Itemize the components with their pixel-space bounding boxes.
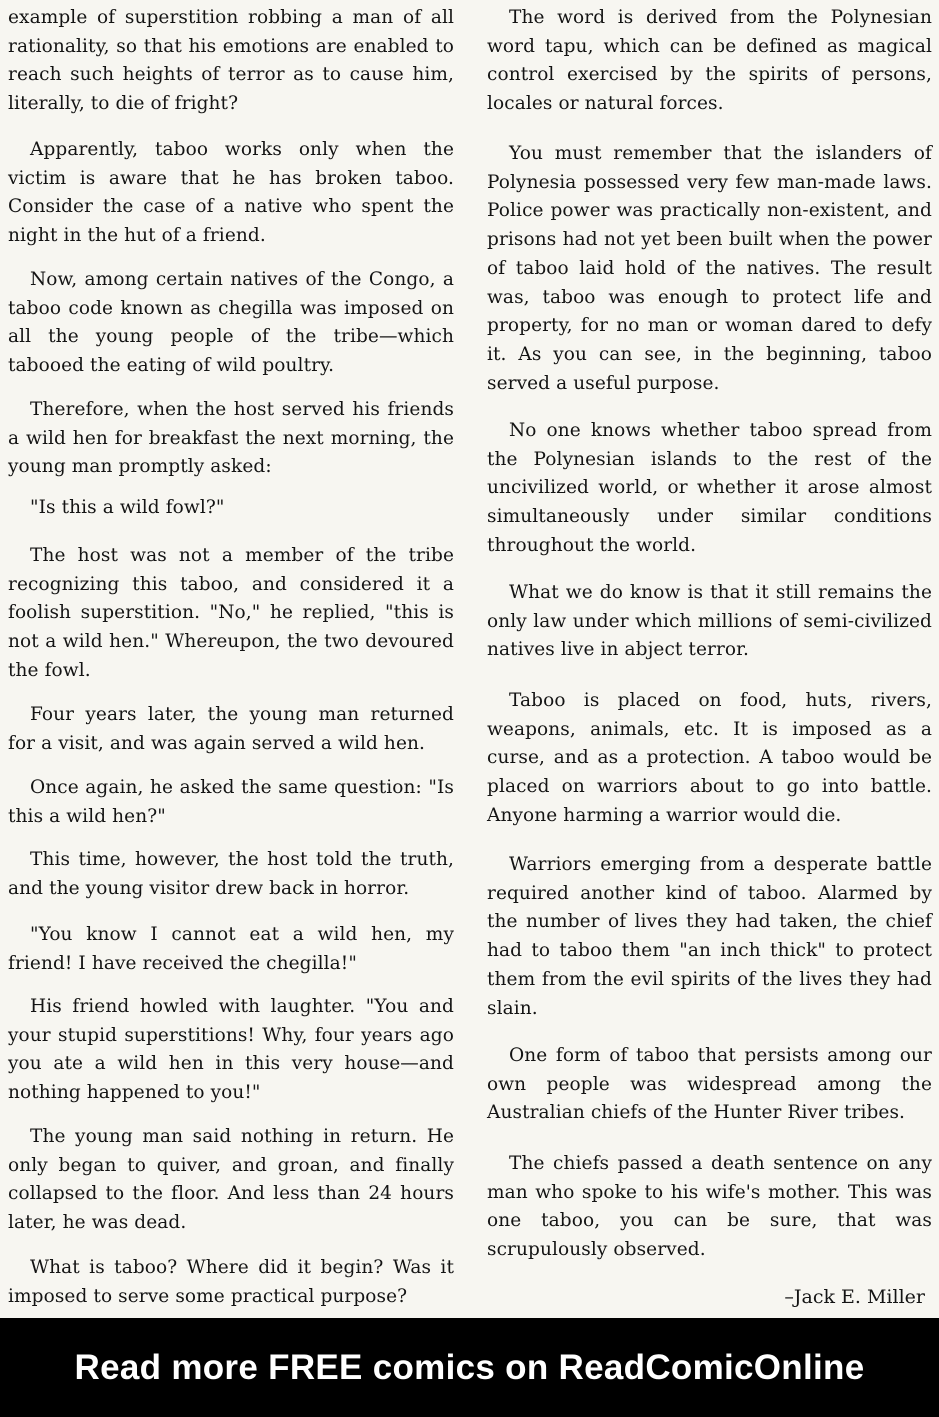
paragraph: example of superstition robbing a man of all rationality, so that his emotions are enabled to reach such heights of terror as to cause him, literally, to die of fright?	[8, 7, 454, 115]
paragraph: "You know I cannot eat a wild hen, my friend! I have received the chegilla!"	[8, 924, 454, 974]
paragraph: This time, however, the host told the truth, and the young visitor drew back in horror.	[8, 849, 454, 899]
paragraph: The young man said nothing in return. He only began to quiver, and groan, and finally collapsed to the floor. And less than 24 hours later, he was dead.	[8, 1126, 454, 1234]
paragraph: Warriors emerging from a desperate battle required another kind of taboo. Alarmed by the number of lives they had taken, the chief had to taboo them "an inch thick" to protect them from the evil spirits of the lives they had slain.	[487, 854, 932, 1019]
paragraph: No one knows whether taboo spread from the Polynesian islands to the rest of the uncivilized world, or whether it arose almost simultaneously under similar conditions throughout the world.	[487, 420, 932, 556]
promo-banner[interactable]	[0, 1318, 939, 1417]
paragraph: "Is this a wild fowl?"	[30, 497, 225, 518]
paragraph: Once again, he asked the same question: "Is this a wild hen?"	[8, 777, 454, 827]
paragraph: Now, among certain natives of the Congo, a taboo code known as chegilla was imposed on all the young people of the tribe—which tabooed the eating of wild poultry.	[8, 269, 454, 377]
paragraph: His friend howled with laughter. "You and your stupid superstitions! Why, four years ago you ate a wild hen in this very house—and nothing happened to you!"	[8, 996, 454, 1104]
paragraph: Taboo is placed on food, huts, rivers, weapons, animals, etc. It is imposed as a curse, and as a protection. A taboo would be placed on warriors about to go into battle. Anyone harming a warrior would die.	[487, 690, 932, 826]
left-text-column	[8, 0, 454, 1318]
paragraph: What we do know is that it still remains the only law under which millions of semi-civilized natives live in abject terror.	[487, 582, 932, 661]
paragraph: What is taboo? Where did it begin? Was it imposed to serve some practical purpose?	[8, 1257, 454, 1307]
promo-banner-text[interactable]: Read more FREE comics on ReadComicOnline	[74, 1347, 865, 1387]
paragraph: Apparently, taboo works only when the victim is aware that he has broken taboo. Consider the case of a native who spent the night in the hut of a friend.	[8, 139, 454, 247]
author-signature: –Jack E. Miller	[784, 1286, 925, 1308]
paragraph: The chiefs passed a death sentence on any man who spoke to his wife's mother. This was one taboo, you can be sure, that was scrupulously observed.	[487, 1153, 932, 1261]
paragraph: Four years later, the young man returned for a visit, and was again served a wild hen.	[8, 704, 454, 754]
paragraph: The host was not a member of the tribe recognizing this taboo, and considered it a foolish superstition. "No," he replied, "this is not a wild hen." Whereupon, the two devoured the fowl.	[8, 545, 454, 681]
paragraph: You must remember that the islanders of Polynesia possessed very few man-made laws. Police power was practically non-existent, and prisons had not yet been built when the power of taboo laid hold of the natives. The result was, taboo was enough to protect life and property, for no man or woman dared to defy it. As you can see, in the beginning, taboo served a useful purpose.	[487, 143, 932, 394]
paragraph: The word is derived from the Polynesian word tapu, which can be defined as magical control exercised by the spirits of persons, locales or natural forces.	[487, 7, 932, 115]
paragraph: Therefore, when the host served his friends a wild hen for breakfast the next morning, the young man promptly asked:	[8, 399, 454, 478]
right-text-column	[487, 0, 932, 1318]
paragraph: One form of taboo that persists among our own people was widespread among the Australian chiefs of the Hunter River tribes.	[487, 1045, 932, 1124]
